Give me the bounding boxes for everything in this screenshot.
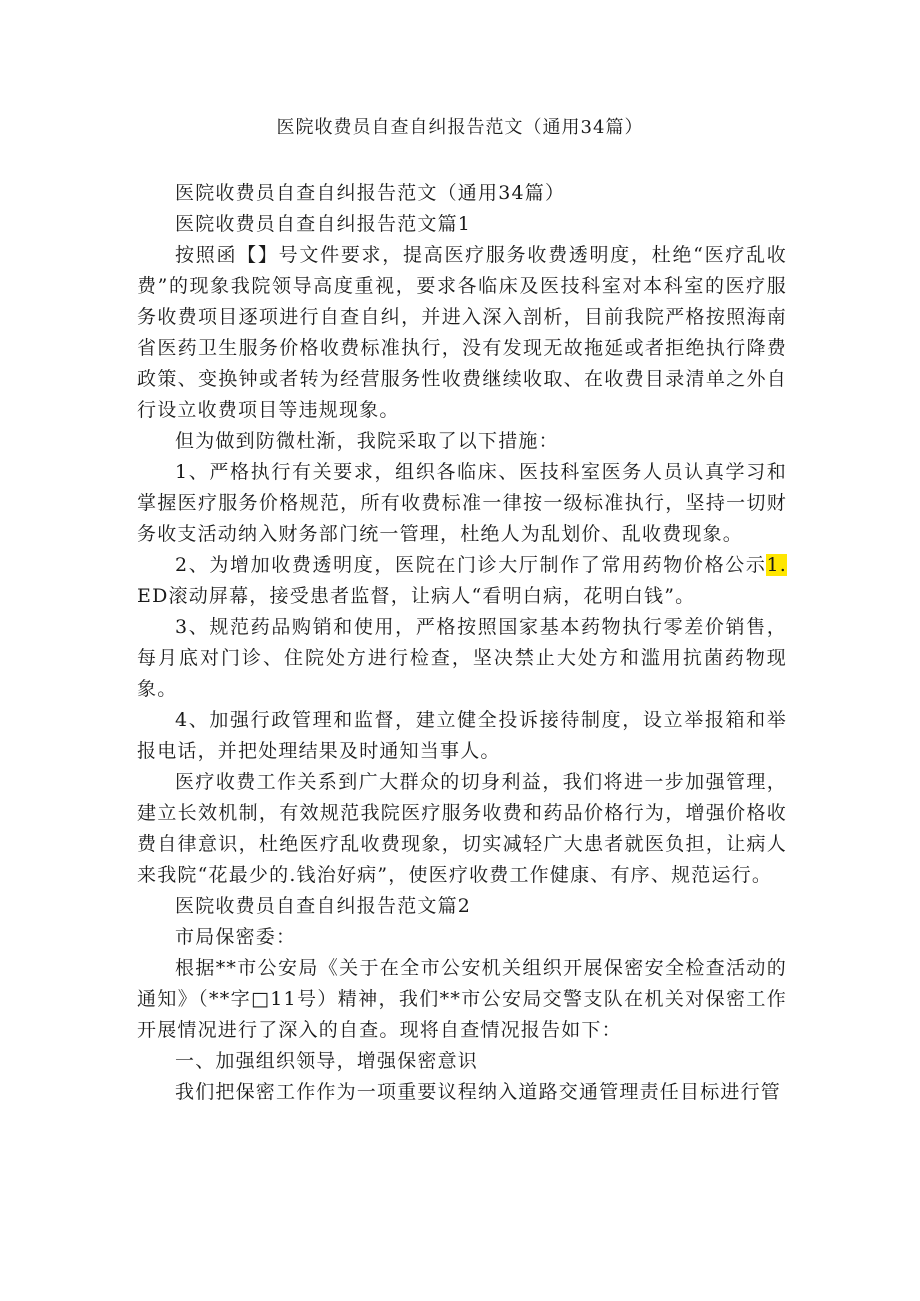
section-heading-1: 医院收费员自查自纠报告范文篇1 (175, 213, 472, 235)
paragraph: 但为做到防微杜渐，我院采取了以下措施： (175, 430, 559, 452)
paragraph-heading: 医院收费员自查自纠报告范文（通用34篇） (175, 182, 566, 204)
paragraph: 我们把保密工作作为一项重要议程纳入道路交通管理责任目标进行管 (175, 1081, 782, 1103)
paragraph: 医疗收费工作关系到广大群众的切身利益，我们将进一步加强管理，建立长效机制，有效规范我院医疗服务收费和药品价格行为，增强价格收费自律意识，杜绝医疗乱收费现象，切实减轻广大患者就医负担，让病人来我院“花最少的.钱治好病”，使医疗收费工作健康、有序、规范运行。 (137, 771, 787, 886)
paragraph-with-highlight (137, 550, 787, 612)
paragraph: 1、严格执行有关要求，组织各临床、医技科室医务人员认真学习和掌握医疗服务价格规范，所有收费标准一律按一级标准执行，坚持一切财务收支活动纳入财务部门统一管理，杜绝人为乱划价、乱收费现象。 (137, 461, 787, 545)
paragraph: 3、规范药品购销和使用，严格按照国家基本药物执行零差价销售，每月底对门诊、住院处方进行检查，坚决禁止大处方和滥用抗菌药物现象。 (137, 616, 787, 700)
highlighted-text: 1. (766, 554, 787, 576)
paragraph: 市局保密委： (175, 926, 297, 948)
paragraph-text: ED滚动屏幕，接受患者监督，让病人“看明白病，花明白钱”。 (137, 585, 696, 607)
subsection-heading: 一、加强组织领导，增强保密意识 (175, 1050, 479, 1072)
paragraph: 按照函【】号文件要求，提高医疗服务收费透明度，杜绝“医疗乱收费”的现象我院领导高度重视，要求各临床及医技科室对本科室的医疗服务收费项目逐项进行自查自纠，并进入深入剖析，目前我院严格按照海南省医药卫生服务价格收费标准执行，没有发现无故拖延或者拒绝执行降费政策、变换钟或者转为经营服务性收费继续收取、在收费目录清单之外自行设立收费项目等违规现象。 (137, 244, 787, 421)
paragraph: 根据**市公安局《关于在全市公安机关组织开展保密安全检查活动的通知》（**字□11号）精神，我们**市公安局交警支队在机关对保密工作开展情况进行了深入的自查。现将自查情况报告如下： (137, 957, 787, 1041)
document-title: 医院收费员自查自纠报告范文（通用34篇） (276, 117, 644, 138)
document-body (137, 178, 787, 1108)
paragraph: 4、加强行政管理和监督，建立健全投诉接待制度，设立举报箱和举报电话，并把处理结果及时通知当事人。 (137, 709, 787, 762)
section-heading-2: 医院收费员自查自纠报告范文篇2 (175, 895, 472, 917)
paragraph-text: 2、为增加收费透明度，医院在门诊大厅制作了常用药物价格公示 (175, 554, 767, 576)
